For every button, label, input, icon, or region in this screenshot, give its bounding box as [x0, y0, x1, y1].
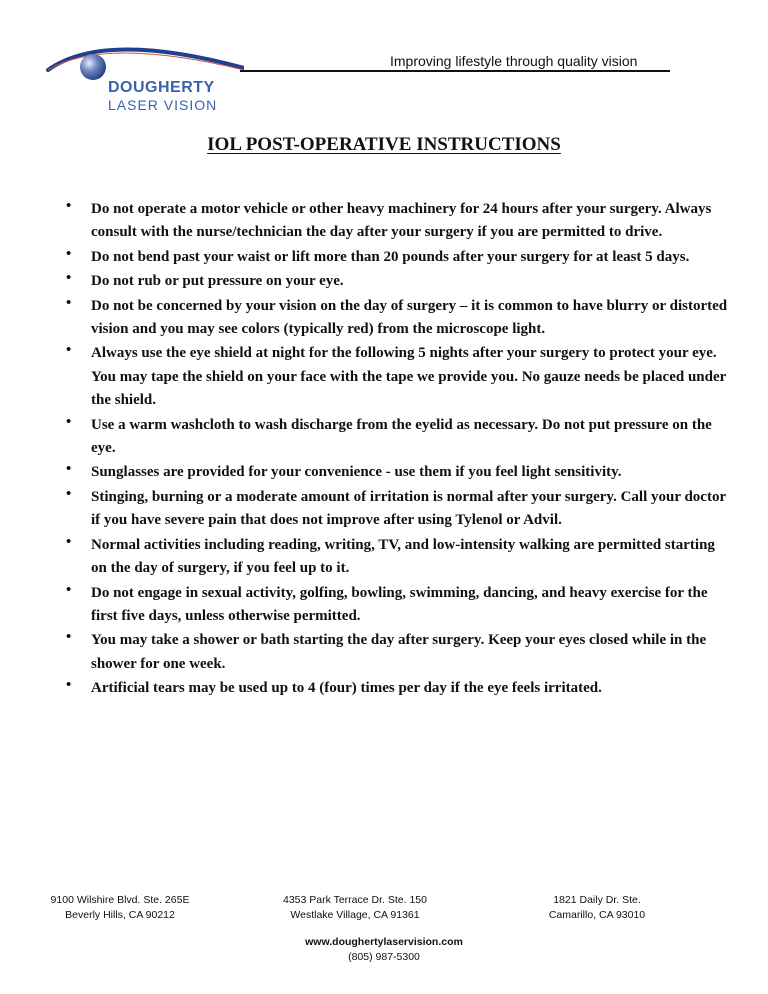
tagline: Improving lifestyle through quality vision — [390, 53, 638, 69]
bullet-icon: • — [66, 581, 72, 598]
bullet-icon: • — [66, 485, 72, 502]
bullet-icon: • — [66, 629, 72, 646]
instruction-text: Do not be concerned by your vision on the day of surgery – it is common to have blurry or distorted vision and you may see colors (typically red) from the microscope light. — [91, 297, 728, 338]
logo-name: DOUGHERTY — [108, 79, 215, 96]
instruction-text: Normal activities including reading, writing, TV, and low-intensity walking are permitted starting on the day of surgery, if you feel up to it. — [91, 536, 715, 577]
bullet-icon: • — [66, 461, 72, 478]
bullet-icon: • — [66, 198, 72, 214]
instruction-text: Artificial tears may be used up to 4 (four) times per day if the eye feels irritated. — [91, 680, 602, 697]
instruction-text: Do not operate a motor vehicle or other heavy machinery for 24 hours after your surgery. Always consult with the nurse/technician the day after your surgery if you are permitted to drive. — [91, 201, 712, 241]
document-title: IOL POST-OPERATIVE INSTRUCTIONS — [207, 134, 561, 155]
instruction-item — [66, 246, 734, 269]
instruction-text: Use a warm washcloth to wash discharge from the eyelid as necessary. Do not put pressure on the eye. — [91, 416, 712, 457]
instruction-item — [66, 677, 734, 700]
instruction-text: You may take a shower or bath starting the day after surgery. Keep your eyes closed while in the shower for one week. — [91, 632, 707, 672]
instruction-item — [66, 295, 734, 342]
footer-address-beverly-hills — [40, 893, 200, 923]
phone-number: (805) 987-5300 — [348, 951, 420, 963]
address-line: Westlake Village, CA 91361 — [290, 909, 420, 921]
address-line: 1821 Daily Dr. Ste. — [553, 894, 641, 906]
instruction-item — [66, 414, 734, 461]
instruction-text: Sunglasses are provided for your convenience - use them if you feel light sensitivity. — [91, 464, 622, 481]
bullet-icon: • — [66, 270, 72, 287]
instruction-item — [66, 629, 734, 676]
instruction-text: Stinging, burning or a moderate amount of irritation is normal after your surgery. Call your doctor if you have severe pain that does not improve after using Tylenol or Advil. — [91, 488, 726, 529]
address-line: 4353 Park Terrace Dr. Ste. 150 — [283, 894, 427, 906]
company-logo — [44, 40, 244, 120]
bullet-icon: • — [66, 677, 72, 694]
instruction-list — [66, 198, 734, 702]
instruction-item — [66, 270, 734, 293]
footer-address-westlake-village — [270, 893, 440, 923]
bullet-icon: • — [66, 342, 72, 359]
instruction-text: Do not engage in sexual activity, golfing, bowling, swimming, dancing, and heavy exercise for the first five days, unless otherwise permitted. — [91, 584, 708, 624]
address-line: Beverly Hills, CA 90212 — [65, 909, 175, 921]
bullet-icon: • — [66, 533, 72, 550]
instruction-item — [66, 582, 734, 629]
footer-contact — [0, 935, 768, 965]
header-rule — [240, 70, 670, 72]
address-line: Camarillo, CA 93010 — [548, 909, 646, 921]
bullet-icon: • — [66, 245, 72, 262]
address-line: 9100 Wilshire Blvd. Ste. 265E — [50, 894, 190, 906]
instruction-text: Do not bend past your waist or lift more than 20 pounds after your surgery for at least 5 days. — [91, 248, 690, 265]
logo-subtitle: LASER VISION — [108, 97, 218, 113]
bullet-icon: • — [66, 294, 72, 311]
instruction-text: Always use the eye shield at night for the following 5 nights after your surgery to protect your eye. You may tape the shield on your face with the tape we provide you. No gauze needs be placed under the shield. — [91, 345, 727, 409]
bullet-icon: • — [66, 413, 72, 430]
instruction-item — [66, 198, 734, 245]
instruction-item — [66, 534, 734, 581]
instruction-item — [66, 461, 734, 484]
footer-address-camarillo — [532, 893, 662, 923]
website-link[interactable]: www.doughertylaservision.com — [305, 936, 463, 948]
instruction-text: Do not rub or put pressure on your eye. — [91, 273, 344, 290]
instruction-item — [66, 486, 734, 533]
instruction-item — [66, 342, 734, 412]
